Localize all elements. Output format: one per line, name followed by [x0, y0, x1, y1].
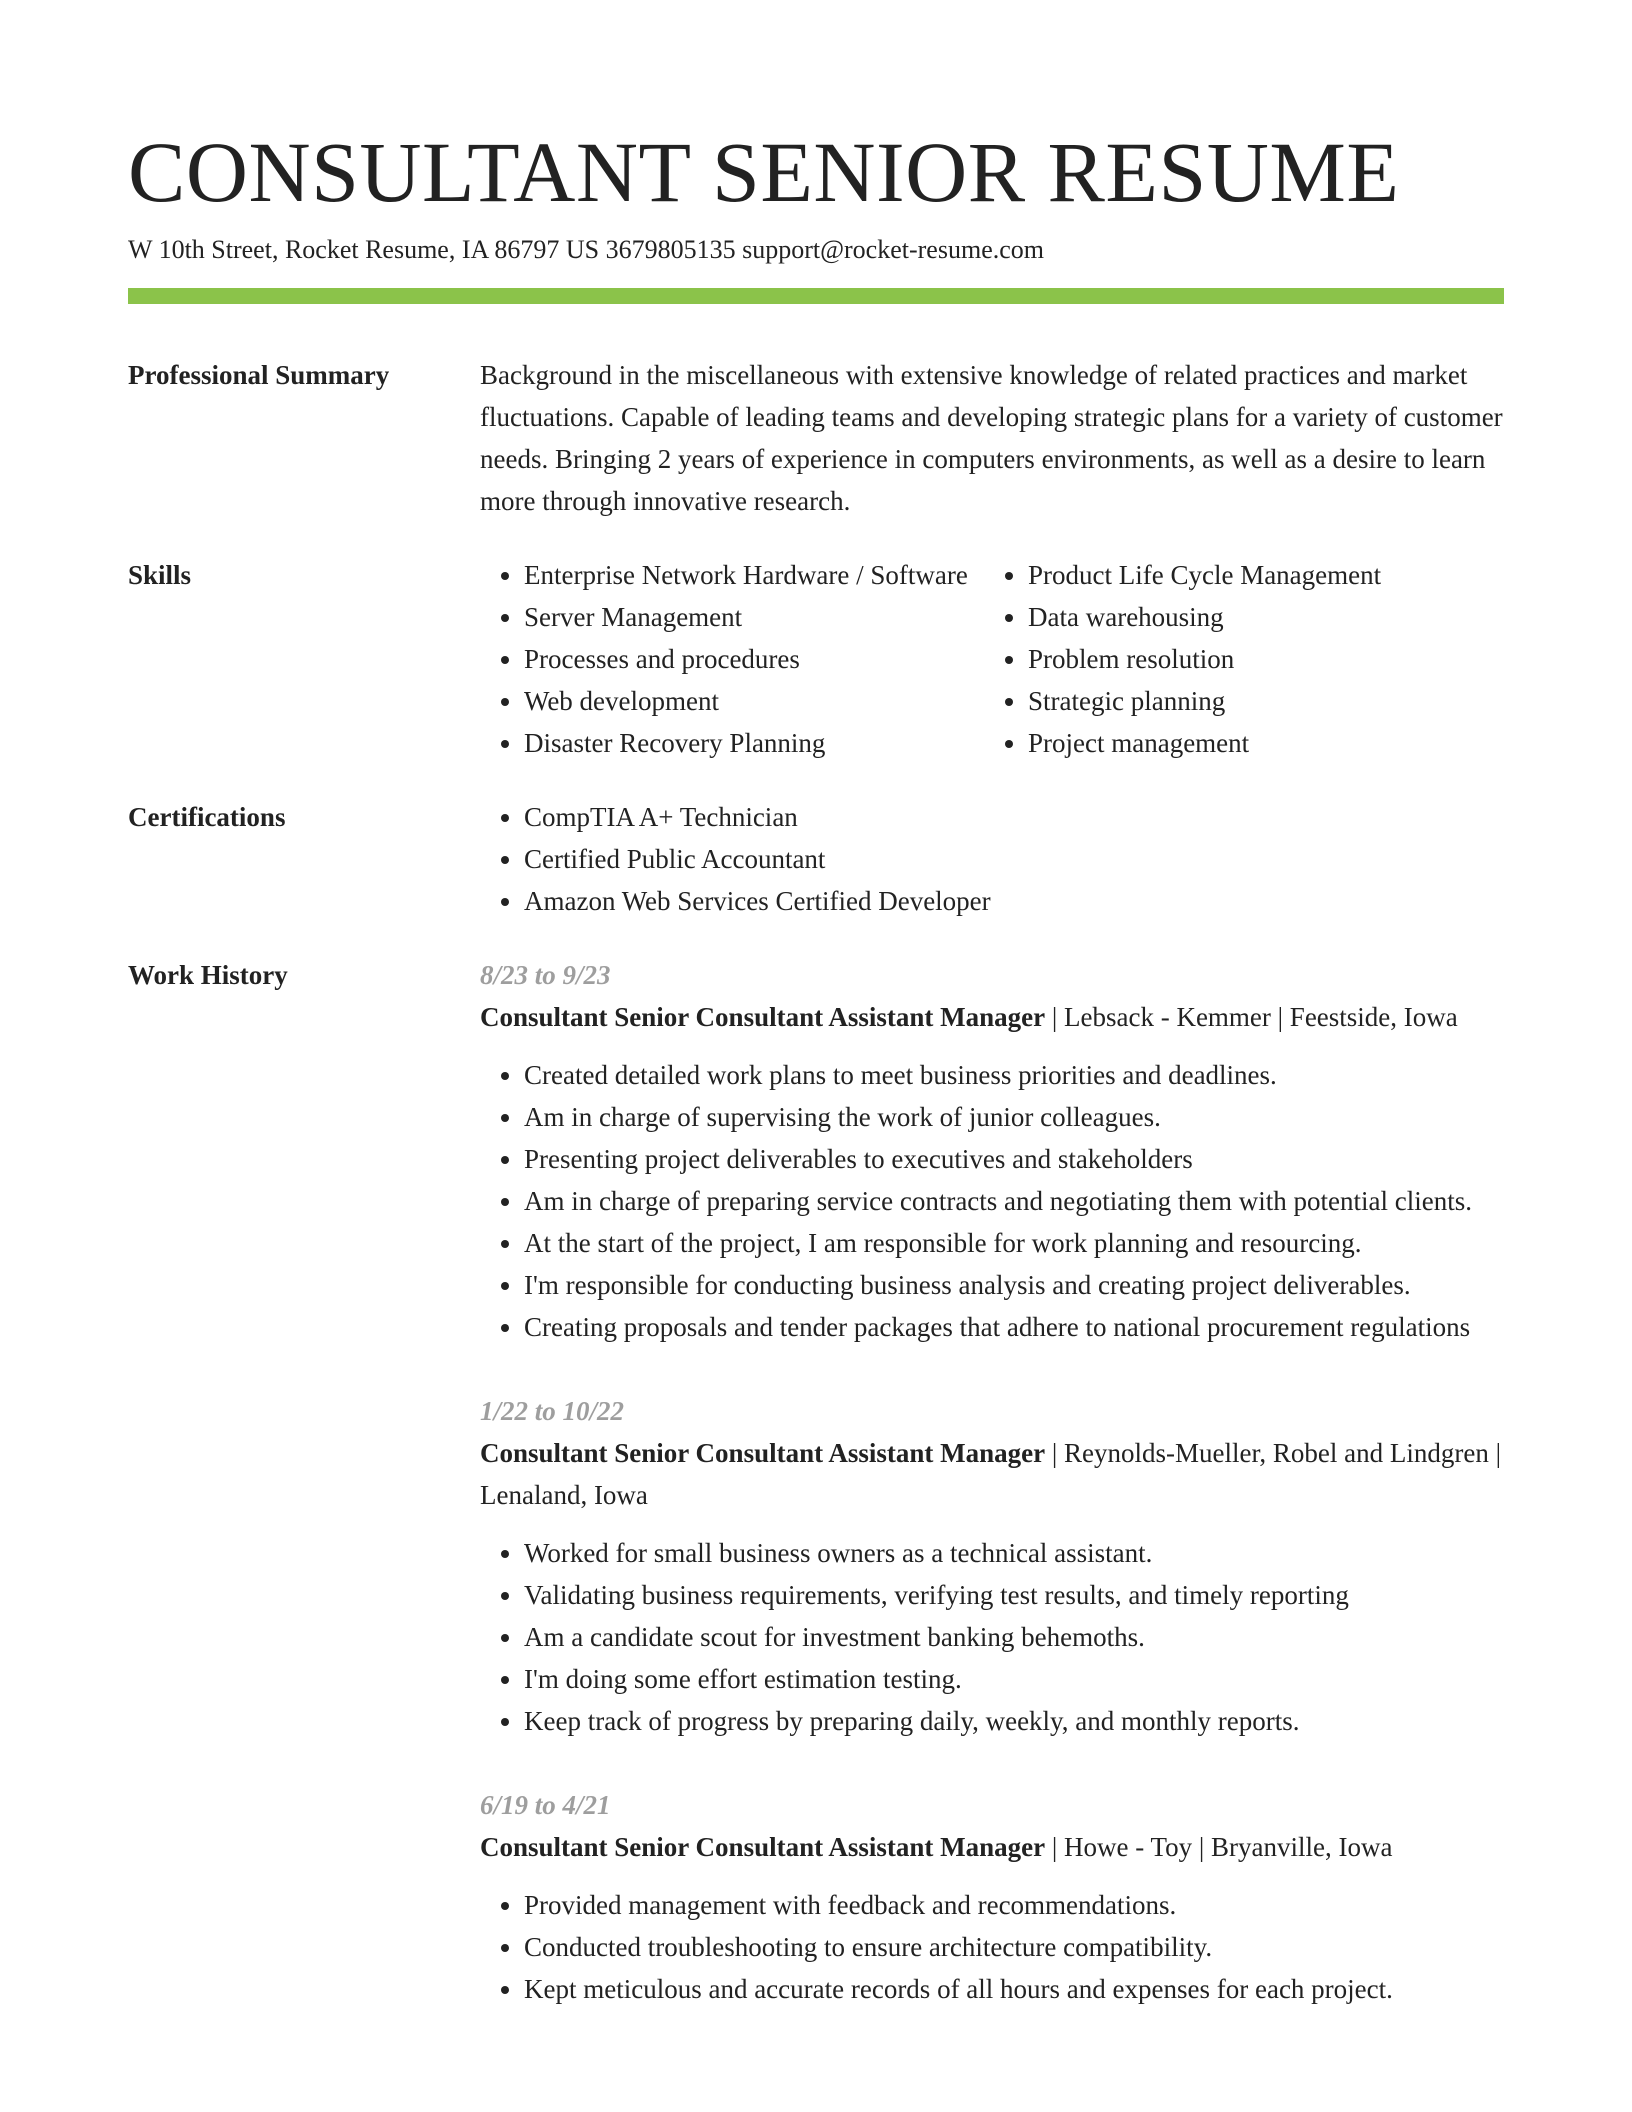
- work-history-body: [480, 954, 1504, 2052]
- skill-item: • Product Life Cycle Management: [1028, 554, 1504, 596]
- skill-item: • Strategic planning: [1028, 680, 1504, 722]
- job-company-location: | Lebsack - Kemmer | Feestside, Iowa: [1045, 1002, 1458, 1032]
- job-duty: • Am in charge of supervising the work of junior colleagues.: [524, 1096, 1504, 1138]
- certifications-body: [480, 796, 1504, 922]
- header-divider: [128, 288, 1504, 304]
- job-duty: • I'm doing some effort estimation testing.: [524, 1658, 1504, 1700]
- job-duties-list: [480, 1884, 1504, 2010]
- job-title: Consultant Senior Consultant Assistant Manager: [480, 1832, 1046, 1862]
- job-company-location: | Howe - Toy | Bryanville, Iowa: [1045, 1832, 1393, 1862]
- work-history-section: [128, 954, 1504, 2052]
- section-label-summary: Professional Summary: [128, 360, 390, 390]
- skill-item: • Server Management: [524, 596, 984, 638]
- job-duty: • Validating business requirements, verifying test results, and timely reporting: [524, 1574, 1504, 1616]
- certification-item: • CompTIA A+ Technician: [524, 796, 1504, 838]
- skill-item: • Project management: [1028, 722, 1504, 764]
- job-duty: • Kept meticulous and accurate records of all hours and expenses for each project.: [524, 1968, 1504, 2010]
- skills-list-right: [984, 554, 1504, 764]
- certifications-section: [128, 796, 1504, 922]
- job-duty: • Provided management with feedback and recommendations.: [524, 1884, 1504, 1926]
- job-entry: [480, 1784, 1504, 2010]
- certifications-list: [480, 796, 1504, 922]
- resume-title: CONSULTANT SENIOR RESUME: [128, 124, 1400, 220]
- skill-item: • Web development: [524, 680, 984, 722]
- job-entry: [480, 954, 1504, 1348]
- job-duty: • Keep track of progress by preparing daily, weekly, and monthly reports.: [524, 1700, 1504, 1742]
- skill-item: • Data warehousing: [1028, 596, 1504, 638]
- job-dates: 1/22 to 10/22: [480, 1396, 625, 1426]
- job-title: Consultant Senior Consultant Assistant Manager: [480, 1002, 1046, 1032]
- section-label-work-history: Work History: [128, 960, 288, 990]
- job-duties-list: [480, 1532, 1504, 1742]
- certification-item: • Amazon Web Services Certified Developer: [524, 880, 1504, 922]
- job-title: Consultant Senior Consultant Assistant Manager: [480, 1438, 1046, 1468]
- resume-page: [128, 0, 1504, 2052]
- summary-text: Background in the miscellaneous with extensive knowledge of related practices and market fluctuations. Capable of leading teams and developing strategic plans for a variety of customer needs. Bringing 2 years of experience in computers environments, as well as a desire to learn more through innovative research.: [480, 360, 1503, 516]
- section-label-certifications: Certifications: [128, 802, 286, 832]
- job-duty: • I'm responsible for conducting business analysis and creating project deliverables.: [524, 1264, 1504, 1306]
- skills-list-left: [480, 554, 984, 764]
- skill-item: • Disaster Recovery Planning: [524, 722, 984, 764]
- job-duty: • Am a candidate scout for investment banking behemoths.: [524, 1616, 1504, 1658]
- job-duties-list: [480, 1054, 1504, 1348]
- job-company-location: | Reynolds-Mueller, Robel and Lindgren | Lenaland, Iowa: [480, 1438, 1501, 1510]
- job-heading: [480, 1432, 1504, 1516]
- skills-body: [480, 554, 1504, 764]
- skill-item: • Enterprise Network Hardware / Software: [524, 554, 984, 596]
- skill-item: • Processes and procedures: [524, 638, 984, 680]
- job-entry: [480, 1390, 1504, 1742]
- job-duty: • Creating proposals and tender packages that adhere to national procurement regulations: [524, 1306, 1504, 1348]
- job-duty: • Created detailed work plans to meet business priorities and deadlines.: [524, 1054, 1504, 1096]
- job-dates: 8/23 to 9/23: [480, 960, 611, 990]
- summary-section: [128, 354, 1504, 522]
- job-duty: • Am in charge of preparing service contracts and negotiating them with potential clients.: [524, 1180, 1504, 1222]
- job-duty: • Worked for small business owners as a technical assistant.: [524, 1532, 1504, 1574]
- job-dates: 6/19 to 4/21: [480, 1790, 611, 1820]
- job-heading: [480, 1826, 1504, 1868]
- job-heading: [480, 996, 1504, 1038]
- job-duty: • Presenting project deliverables to executives and stakeholders: [524, 1138, 1504, 1180]
- skill-item: • Problem resolution: [1028, 638, 1504, 680]
- job-duty: • At the start of the project, I am responsible for work planning and resourcing.: [524, 1222, 1504, 1264]
- certification-item: • Certified Public Accountant: [524, 838, 1504, 880]
- job-duty: • Conducted troubleshooting to ensure architecture compatibility.: [524, 1926, 1504, 1968]
- section-label-skills: Skills: [128, 560, 192, 590]
- contact-line: W 10th Street, Rocket Resume, IA 86797 US 3679805135 support@rocket-resume.com: [128, 235, 1044, 264]
- skills-section: [128, 554, 1504, 764]
